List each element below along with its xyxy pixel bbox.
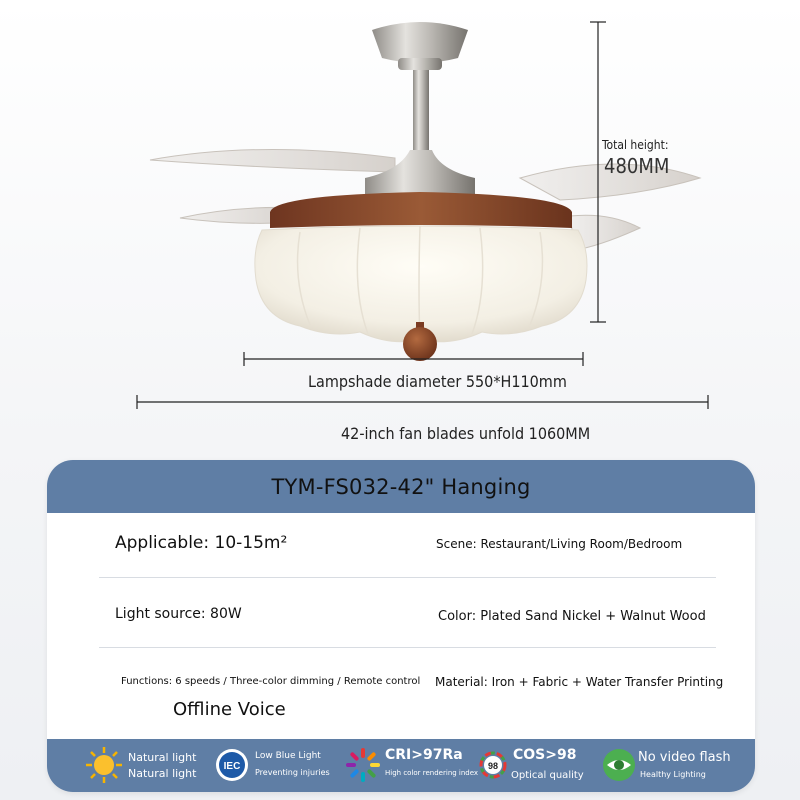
feature-line1: Natural light xyxy=(128,751,197,764)
iec-badge-text: IEC xyxy=(223,761,241,772)
fan-blade-left-upper xyxy=(150,149,395,172)
spec-material: Material: Iron + Fabric + Water Transfer Printing xyxy=(435,675,724,689)
wooden-knob xyxy=(403,327,437,361)
feature-bar xyxy=(47,739,755,792)
total-height-value: 480MM xyxy=(604,154,670,178)
spec-applicable: Applicable: 10-15m² xyxy=(115,533,288,553)
cos-ring-icon xyxy=(479,751,507,779)
feature-line1: No video flash xyxy=(638,750,731,765)
walnut-ring xyxy=(270,192,572,228)
feature-line2: High color rendering index xyxy=(385,769,479,777)
feature-line1: Low Blue Light xyxy=(255,751,321,761)
eye-icon xyxy=(602,748,636,782)
feature-cos xyxy=(479,739,589,792)
feature-low-blue-light xyxy=(215,739,335,792)
color-wheel-icon xyxy=(345,747,381,783)
feature-line2: Healthy Lighting xyxy=(640,770,706,779)
feature-natural-light xyxy=(84,739,204,792)
spec-scene: Scene: Restaurant/Living Room/Bedroom xyxy=(436,537,683,551)
spec-card xyxy=(47,460,755,792)
downrod xyxy=(413,70,429,155)
spec-functions: Functions: 6 speeds / Three-color dimming / Remote control xyxy=(121,676,421,687)
canopy xyxy=(372,22,468,63)
feature-line2: Optical quality xyxy=(511,770,584,781)
divider xyxy=(99,577,716,578)
product-model-title: TYM-FS032-42" Hanging xyxy=(271,474,531,499)
card-header xyxy=(47,460,755,513)
feature-cri xyxy=(345,739,479,792)
canopy-collar xyxy=(398,58,442,70)
total-height-label: Total height: xyxy=(602,138,669,152)
feature-no-video-flash xyxy=(602,739,752,792)
feature-line2: Natural light xyxy=(128,767,197,780)
blade-span-text: 42-inch fan blades unfold 1060MM xyxy=(341,424,591,443)
feature-line1: COS>98 xyxy=(513,747,577,763)
divider xyxy=(99,647,716,648)
feature-line1: CRI>97Ra xyxy=(385,747,463,763)
cos-badge-text: 98 xyxy=(487,761,499,771)
spec-offline-voice: Offline Voice xyxy=(173,699,286,720)
spec-light-source: Light source: 80W xyxy=(115,606,242,622)
spec-color: Color: Plated Sand Nickel + Walnut Wood xyxy=(438,609,706,624)
lampshade-dimension-text: Lampshade diameter 550*H110mm xyxy=(308,372,567,391)
feature-line2: Preventing injuries xyxy=(255,768,330,777)
sun-icon xyxy=(84,745,124,785)
iec-icon xyxy=(215,748,249,782)
